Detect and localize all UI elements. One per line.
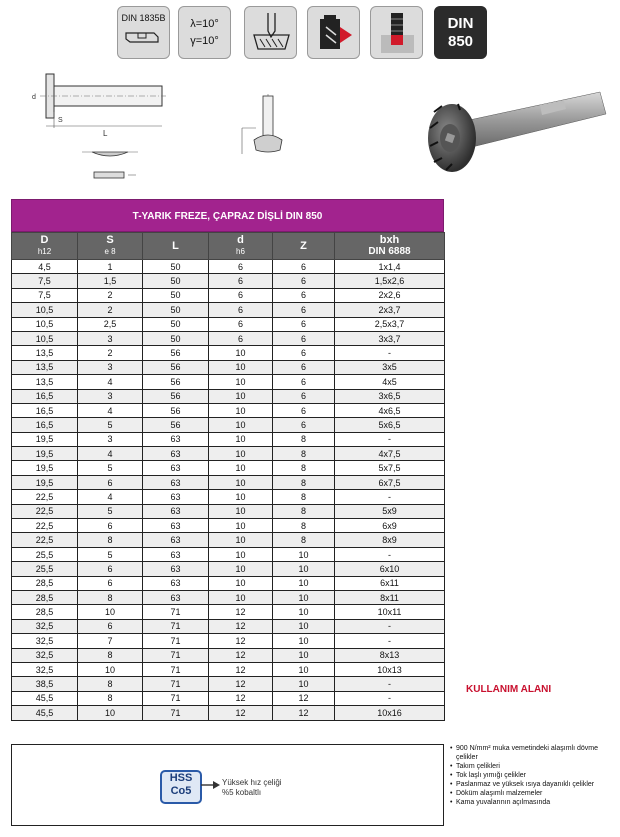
column-header-sub: h6	[236, 247, 245, 256]
front-view-drawing	[238, 92, 298, 164]
table-cell: 63	[143, 590, 209, 604]
table-row	[12, 576, 445, 590]
table-cell: -	[335, 432, 445, 446]
table-cell: 32,5	[12, 634, 78, 648]
usage-list	[450, 744, 610, 807]
table-row	[12, 288, 445, 302]
table-cell: 10x11	[335, 605, 445, 619]
table-row	[12, 504, 445, 518]
table-row	[12, 648, 445, 662]
table-cell: 19,5	[12, 432, 78, 446]
table-cell: 6x11	[335, 576, 445, 590]
table-cell: 6	[273, 346, 335, 360]
table-cell: 10	[78, 706, 143, 720]
table-cell: 8	[273, 519, 335, 533]
hss-note	[222, 778, 282, 798]
table-cell: 6	[209, 303, 273, 317]
co5-label: Co5	[170, 785, 192, 797]
column-header	[209, 233, 273, 260]
usage-item: • 900 N/mm² muka vemetindeki alaşımlı dövme çelikler	[450, 744, 610, 762]
table-row	[12, 562, 445, 576]
table-cell: 4	[78, 403, 143, 417]
angle-icon	[178, 6, 231, 59]
table-cell: 10	[209, 533, 273, 547]
din1835-label: DIN 1835B	[121, 13, 166, 23]
column-header-sub: h12	[37, 247, 52, 256]
product-table	[11, 199, 444, 721]
column-header	[143, 233, 209, 260]
table-cell: 6x10	[335, 562, 445, 576]
table-cell: 12	[209, 605, 273, 619]
dimension-table	[11, 232, 445, 721]
table-cell: 1x1,4	[335, 260, 445, 274]
table-cell: 6	[273, 260, 335, 274]
table-row	[12, 662, 445, 676]
usage-item: • Döküm alaşımlı malzemeler	[450, 789, 610, 798]
table-row	[12, 619, 445, 633]
table-cell: 12	[273, 691, 335, 705]
table-cell: 16,5	[12, 389, 78, 403]
table-cell: 5x7,5	[335, 461, 445, 475]
table-cell: 63	[143, 576, 209, 590]
table-cell: 10	[209, 432, 273, 446]
table-row	[12, 346, 445, 360]
table-row	[12, 519, 445, 533]
table-row	[12, 547, 445, 561]
table-cell: 71	[143, 634, 209, 648]
table-cell: 45,5	[12, 691, 78, 705]
table-cell: 32,5	[12, 662, 78, 676]
lambda-label: λ=10°	[190, 18, 219, 30]
table-cell: 10,5	[12, 331, 78, 345]
table-cell: 6	[209, 317, 273, 331]
table-cell: 6	[273, 331, 335, 345]
header-row	[12, 233, 445, 260]
table-cell: 63	[143, 475, 209, 489]
table-row	[12, 605, 445, 619]
table-row	[12, 590, 445, 604]
table-cell: 2,5x3,7	[335, 317, 445, 331]
table-cell: 63	[143, 562, 209, 576]
table-cell: 3	[78, 389, 143, 403]
depth-icon	[370, 6, 423, 59]
table-cell: -	[335, 346, 445, 360]
table-cell: 28,5	[12, 605, 78, 619]
table-cell: 10	[78, 662, 143, 676]
table-cell: 28,5	[12, 576, 78, 590]
table-cell: 32,5	[12, 648, 78, 662]
din1835-icon	[117, 6, 170, 59]
table-cell: 38,5	[12, 677, 78, 691]
table-cell: 45,5	[12, 706, 78, 720]
table-cell: 56	[143, 346, 209, 360]
table-cell: 10	[273, 562, 335, 576]
table-title: T-YARIK FREZE, ÇAPRAZ DİŞLİ DIN 850	[11, 199, 444, 232]
table-row	[12, 634, 445, 648]
table-cell: 6	[273, 274, 335, 288]
table-row	[12, 260, 445, 274]
column-header	[273, 233, 335, 260]
table-cell: 10	[209, 346, 273, 360]
usage-item: • Paslanmaz ve yüksek ısıya dayanıklı çelikler	[450, 780, 610, 789]
table-cell: 22,5	[12, 533, 78, 547]
table-cell: 12	[209, 662, 273, 676]
table-cell: 3	[78, 360, 143, 374]
table-cell: 3x3,7	[335, 331, 445, 345]
table-cell: 8	[78, 691, 143, 705]
table-cell: 12	[209, 634, 273, 648]
table-body	[12, 260, 445, 721]
table-cell: 19,5	[12, 475, 78, 489]
table-cell: 28,5	[12, 590, 78, 604]
table-cell: 50	[143, 331, 209, 345]
table-cell: 6	[273, 360, 335, 374]
column-header-main: L	[172, 239, 179, 252]
table-cell: 12	[209, 619, 273, 633]
table-cell: 10	[209, 504, 273, 518]
table-cell: 16,5	[12, 418, 78, 432]
table-cell: 63	[143, 504, 209, 518]
table-cell: 4	[78, 490, 143, 504]
table-cell: 6	[273, 403, 335, 417]
table-cell: 10	[273, 547, 335, 561]
table-cell: 4x7,5	[335, 447, 445, 461]
table-cell: 1,5x2,6	[335, 274, 445, 288]
arrow-right-icon	[201, 780, 221, 790]
side-view-drawing	[30, 66, 170, 186]
table-cell: 6	[273, 418, 335, 432]
table-cell: 71	[143, 677, 209, 691]
table-cell: 3	[78, 331, 143, 345]
table-cell: 6	[273, 317, 335, 331]
table-cell: 8x13	[335, 648, 445, 662]
table-cell: 6	[78, 475, 143, 489]
usage-title: KULLANIM ALANI	[466, 684, 552, 695]
table-cell: 10x13	[335, 662, 445, 676]
table-cell: 5	[78, 461, 143, 475]
table-cell: 10	[209, 418, 273, 432]
table-cell: -	[335, 691, 445, 705]
table-cell: 2	[78, 288, 143, 302]
table-cell: 10	[209, 375, 273, 389]
din850-label: DIN 850	[447, 15, 474, 50]
hss-co5-badge	[160, 770, 202, 804]
table-cell: 32,5	[12, 619, 78, 633]
table-cell: 6	[273, 389, 335, 403]
table-cell: 4x5	[335, 375, 445, 389]
table-cell: -	[335, 619, 445, 633]
table-cell: 10	[273, 605, 335, 619]
column-header-main: S	[106, 234, 114, 246]
table-cell: 4	[78, 375, 143, 389]
table-cell: 7,5	[12, 288, 78, 302]
table-cell: 10	[273, 677, 335, 691]
table-row	[12, 691, 445, 705]
table-cell: 22,5	[12, 519, 78, 533]
table-row	[12, 447, 445, 461]
table-cell: 12	[209, 648, 273, 662]
table-cell: 3x6,5	[335, 389, 445, 403]
table-cell: 50	[143, 317, 209, 331]
table-cell: 10	[78, 605, 143, 619]
table-cell: 12	[209, 677, 273, 691]
table-row	[12, 389, 445, 403]
table-cell: 5x9	[335, 504, 445, 518]
table-cell: 6	[78, 619, 143, 633]
table-cell: 10	[209, 519, 273, 533]
table-cell: 25,5	[12, 562, 78, 576]
table-cell: 10	[209, 461, 273, 475]
cutting-profile-icon	[244, 6, 297, 59]
table-row	[12, 317, 445, 331]
table-cell: 10	[273, 590, 335, 604]
table-cell: 6	[209, 331, 273, 345]
column-header	[78, 233, 143, 260]
table-row	[12, 461, 445, 475]
table-cell: 5	[78, 504, 143, 518]
table-cell: 10	[273, 576, 335, 590]
table-cell: 10	[209, 576, 273, 590]
table-cell: 5	[78, 418, 143, 432]
table-cell: 56	[143, 389, 209, 403]
table-cell: 22,5	[12, 504, 78, 518]
table-cell: 8	[78, 533, 143, 547]
table-cell: 6	[209, 288, 273, 302]
table-cell: 13,5	[12, 375, 78, 389]
column-header-main: bxh	[379, 234, 400, 246]
table-cell: 56	[143, 418, 209, 432]
table-cell: 8	[273, 475, 335, 489]
table-cell: 8	[273, 533, 335, 547]
table-cell: 1,5	[78, 274, 143, 288]
cutter-photo	[420, 82, 610, 182]
table-cell: 10	[273, 648, 335, 662]
table-cell: 2x3,7	[335, 303, 445, 317]
table-cell: 4	[78, 447, 143, 461]
table-cell: 6	[78, 519, 143, 533]
table-cell: 12	[209, 706, 273, 720]
table-row	[12, 331, 445, 345]
table-cell: 4x6,5	[335, 403, 445, 417]
table-cell: 8	[273, 461, 335, 475]
table-cell: 6x7,5	[335, 475, 445, 489]
shank-icon	[124, 29, 164, 47]
table-row	[12, 677, 445, 691]
table-cell: 13,5	[12, 346, 78, 360]
table-cell: 6	[273, 375, 335, 389]
table-cell: 10	[209, 475, 273, 489]
table-cell: 71	[143, 662, 209, 676]
table-row	[12, 303, 445, 317]
table-cell: 5	[78, 547, 143, 561]
table-row	[12, 706, 445, 720]
table-row	[12, 360, 445, 374]
table-cell: 10	[209, 490, 273, 504]
usage-item: • Takım çelikleri	[450, 762, 610, 771]
table-cell: -	[335, 547, 445, 561]
table-cell: 6	[209, 260, 273, 274]
material-block-icon	[307, 6, 360, 59]
table-cell: 22,5	[12, 490, 78, 504]
column-header-main: Z	[300, 239, 307, 252]
usage-item: • Tok laşlı yımığı çelikler	[450, 771, 610, 780]
usage-item: • Kama yuvalarının açılmasında	[450, 798, 610, 807]
table-cell: 71	[143, 619, 209, 633]
table-cell: 56	[143, 360, 209, 374]
column-header-main: d	[237, 234, 244, 246]
column-header-sub: DIN 6888	[368, 246, 411, 257]
table-cell: -	[335, 490, 445, 504]
hss-note-line2: %5 kobaltlı	[222, 788, 262, 797]
table-cell: 63	[143, 547, 209, 561]
table-cell: 71	[143, 706, 209, 720]
table-row	[12, 274, 445, 288]
table-cell: 10	[273, 619, 335, 633]
table-cell: 8	[78, 677, 143, 691]
table-cell: 6	[209, 274, 273, 288]
diameter-label: d	[32, 94, 36, 101]
table-cell: 16,5	[12, 403, 78, 417]
table-cell: 10	[209, 562, 273, 576]
column-header-main: D	[40, 234, 49, 246]
table-cell: 50	[143, 303, 209, 317]
table-cell: 12	[209, 691, 273, 705]
table-cell: 56	[143, 375, 209, 389]
table-cell: 19,5	[12, 447, 78, 461]
table-cell: 63	[143, 533, 209, 547]
table-cell: 5x6,5	[335, 418, 445, 432]
table-cell: 8	[273, 504, 335, 518]
length-label: L	[103, 129, 108, 138]
table-cell: 6	[273, 303, 335, 317]
hss-label: HSS	[169, 772, 193, 784]
table-cell: 13,5	[12, 360, 78, 374]
table-cell: 8x11	[335, 590, 445, 604]
table-cell: -	[335, 677, 445, 691]
table-row	[12, 490, 445, 504]
table-row	[12, 375, 445, 389]
table-cell: 63	[143, 461, 209, 475]
table-cell: 3	[78, 432, 143, 446]
table-cell: 19,5	[12, 461, 78, 475]
table-cell: 2	[78, 303, 143, 317]
table-cell: 6	[78, 576, 143, 590]
table-row	[12, 533, 445, 547]
table-row	[12, 403, 445, 417]
table-cell: 7,5	[12, 274, 78, 288]
table-cell: 50	[143, 274, 209, 288]
table-row	[12, 418, 445, 432]
table-cell: -	[335, 634, 445, 648]
hss-note-line1: Yüksek hız çeliği	[222, 778, 282, 787]
table-cell: 2	[78, 346, 143, 360]
table-cell: 10	[209, 547, 273, 561]
table-cell: 8	[273, 432, 335, 446]
table-cell: 71	[143, 648, 209, 662]
table-cell: 8	[78, 648, 143, 662]
table-cell: 10	[209, 590, 273, 604]
table-cell: 6	[78, 562, 143, 576]
table-row	[12, 475, 445, 489]
table-cell: 8x9	[335, 533, 445, 547]
table-cell: 12	[273, 706, 335, 720]
table-cell: 71	[143, 691, 209, 705]
table-cell: 2x2,6	[335, 288, 445, 302]
column-header-sub: e 8	[104, 247, 116, 256]
table-cell: 10	[209, 389, 273, 403]
table-cell: 6x9	[335, 519, 445, 533]
din850-icon	[434, 6, 487, 59]
table-cell: 6	[273, 288, 335, 302]
table-cell: 10	[209, 447, 273, 461]
column-header	[335, 233, 445, 260]
table-cell: 63	[143, 432, 209, 446]
table-cell: 10,5	[12, 303, 78, 317]
table-cell: 63	[143, 519, 209, 533]
table-cell: 10	[273, 662, 335, 676]
table-cell: 3x5	[335, 360, 445, 374]
table-row	[12, 432, 445, 446]
table-cell: 71	[143, 605, 209, 619]
width-label: S	[58, 117, 63, 124]
table-cell: 10	[209, 403, 273, 417]
table-cell: 50	[143, 260, 209, 274]
table-cell: 63	[143, 447, 209, 461]
table-cell: 1	[78, 260, 143, 274]
column-header	[12, 233, 78, 260]
table-cell: 63	[143, 490, 209, 504]
table-cell: 8	[273, 447, 335, 461]
gamma-label: γ=10°	[190, 35, 219, 47]
table-cell: 10,5	[12, 317, 78, 331]
table-cell: 2,5	[78, 317, 143, 331]
table-cell: 50	[143, 288, 209, 302]
table-cell: 10x16	[335, 706, 445, 720]
table-cell: 8	[273, 490, 335, 504]
table-cell: 7	[78, 634, 143, 648]
table-cell: 56	[143, 403, 209, 417]
table-cell: 8	[78, 590, 143, 604]
table-cell: 4,5	[12, 260, 78, 274]
table-cell: 10	[209, 360, 273, 374]
table-cell: 25,5	[12, 547, 78, 561]
table-cell: 10	[273, 634, 335, 648]
